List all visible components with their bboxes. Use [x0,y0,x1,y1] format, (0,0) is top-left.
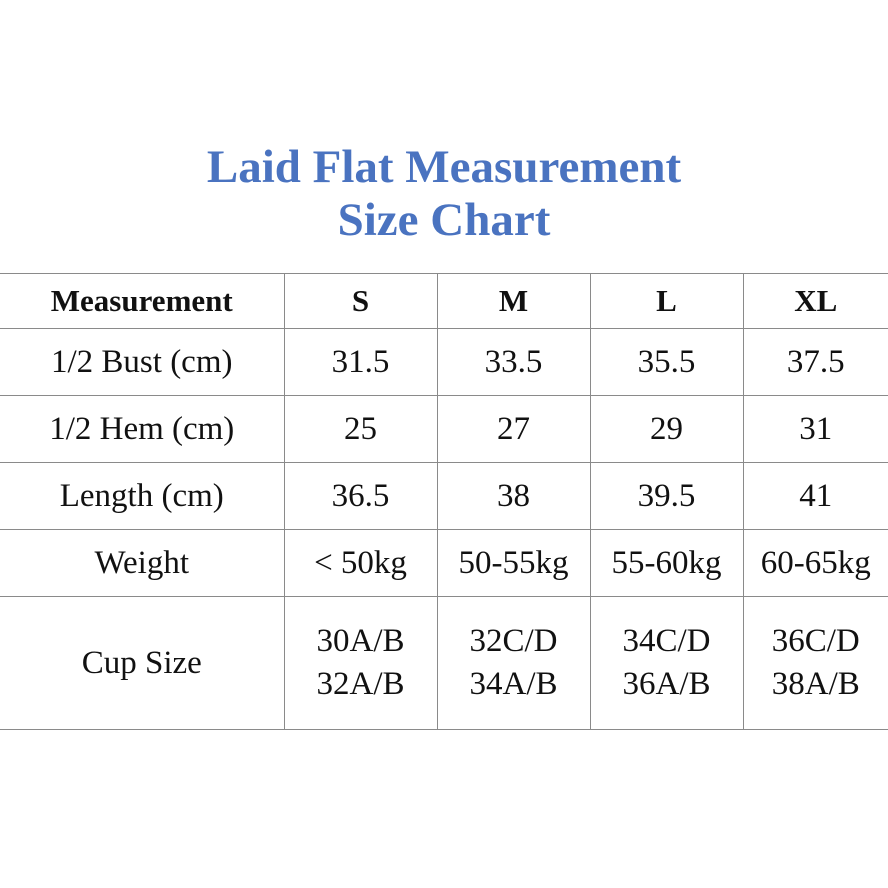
row-label: 1/2 Hem (cm) [0,396,284,463]
cup-size-value: 34C/D [622,623,711,659]
table-cell: 31.5 [284,329,437,396]
table-cell: 38 [437,463,590,530]
table-row-cup-size [0,597,888,730]
row-label: Cup Size [0,597,284,730]
table-cell: 33.5 [437,329,590,396]
cup-size-value: 32C/D [469,623,558,659]
row-label: Weight [0,530,284,597]
table-row-length [0,463,888,530]
cup-size-value: 36C/D [771,623,860,659]
cup-size-value: 38A/B [771,666,860,702]
header-measurement: Measurement [0,274,284,329]
table-row-bust [0,329,888,396]
table-cell: 25 [284,396,437,463]
title-line-1: Laid Flat Measurement [206,141,682,193]
header-size-l: L [590,274,743,329]
row-label: 1/2 Bust (cm) [0,329,284,396]
table-cell: 31 [743,396,888,463]
chart-title [0,141,888,247]
table-row-hem [0,396,888,463]
table-cell: 27 [437,396,590,463]
table-cell: 55-60kg [590,530,743,597]
title-line-2: Size Chart [337,194,551,246]
table-cell: 60-65kg [743,530,888,597]
table-cell: < 50kg [284,530,437,597]
table-cell: 50-55kg [437,530,590,597]
header-row [0,274,888,329]
size-table [0,273,888,730]
cup-size-value: 34A/B [469,666,558,702]
cup-size-value: 32A/B [316,666,405,702]
cup-size-value: 36A/B [622,666,711,702]
table-cell: 29 [590,396,743,463]
header-size-m: M [437,274,590,329]
header-size-xl: XL [743,274,888,329]
row-label: Length (cm) [0,463,284,530]
table-cell [743,597,888,730]
table-cell: 35.5 [590,329,743,396]
table-cell: 39.5 [590,463,743,530]
table-cell: 37.5 [743,329,888,396]
table-cell: 41 [743,463,888,530]
table-cell: 36.5 [284,463,437,530]
table-cell [590,597,743,730]
table-cell [437,597,590,730]
header-size-s: S [284,274,437,329]
table-row-weight [0,530,888,597]
cup-size-value: 30A/B [316,623,405,659]
table-cell [284,597,437,730]
